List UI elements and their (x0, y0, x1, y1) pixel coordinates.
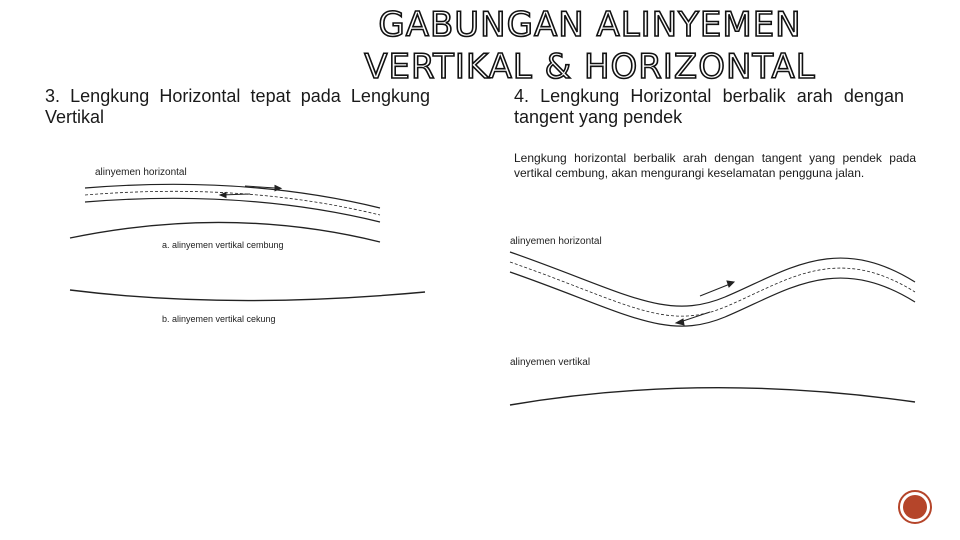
left-label-a: a. alinyemen vertikal cembung (162, 240, 284, 250)
left-heading: 3. Lengkung Horizontal tepat pada Lengkung Vertikal (45, 86, 430, 127)
left-sag-curve (70, 290, 425, 301)
right-figure (505, 222, 925, 412)
slide-badge-inner (903, 495, 927, 519)
right-label-horizontal: alinyemen horizontal (510, 236, 602, 247)
left-figure (30, 150, 440, 355)
right-horizontal-road (510, 252, 915, 326)
right-description: Lengkung horizontal berbalik arah dengan tangent yang pendek pada vertikal cembung, akan mengurangi keselamatan pengguna jalan. (514, 151, 916, 180)
left-horizontal-road (85, 184, 380, 222)
right-vertical-curve (510, 388, 915, 405)
right-heading: 4. Lengkung Horizontal berbalik arah dengan tangent yang pendek (514, 86, 904, 127)
left-label-horizontal: alinyemen horizontal (95, 167, 187, 178)
slide-badge (898, 490, 932, 524)
slide-title: GABUNGAN ALINYEMEN VERTIKAL & HORIZONTAL (364, 5, 816, 87)
right-label-vertical: alinyemen vertikal (510, 357, 591, 368)
left-label-b: b. alinyemen vertikal cekung (162, 314, 276, 324)
